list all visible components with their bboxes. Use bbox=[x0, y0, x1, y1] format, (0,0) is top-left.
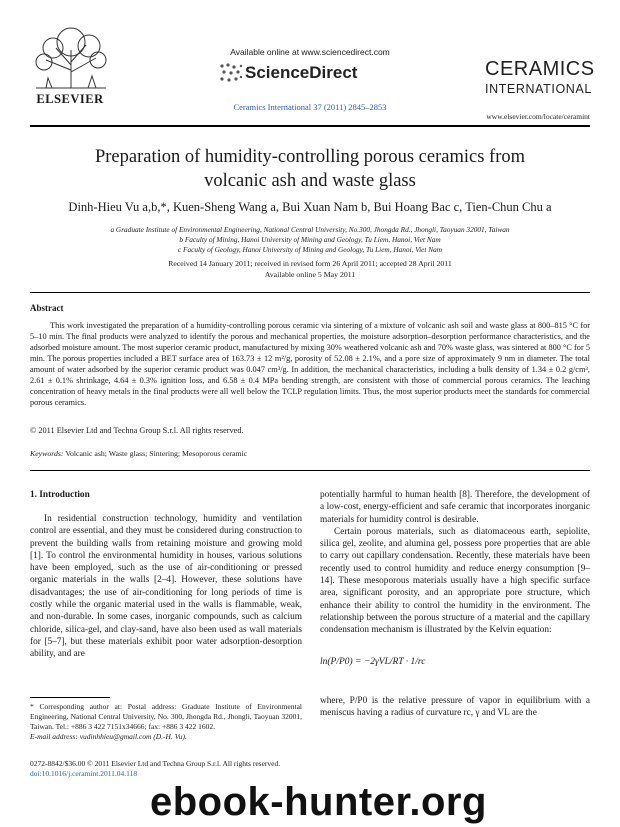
intro-paragraph-4: where, P/P0 is the relative pressure of vapor in equilibrium with a meniscus having a radius of curvature rc, γ and VL are the bbox=[320, 696, 590, 719]
journal-citation[interactable]: Ceramics International 37 (2011) 2845–2853 bbox=[233, 102, 387, 112]
issn-copyright: 0272-8842/$36.00 © 2011 Elsevier Ltd and Techna Group S.r.l. All rights reserved. bbox=[30, 759, 281, 768]
sciencedirect-dots-icon bbox=[218, 62, 244, 86]
abstract-copyright: © 2011 Elsevier Ltd and Techna Group S.r.l. All rights reserved. bbox=[30, 426, 244, 435]
journal-logo-line1: CERAMICS bbox=[485, 58, 595, 80]
intro-paragraph-2: potentially harmful to human health [8]. Therefore, the development of a low-cost, energy-efficient and safe ceramic that incorporates inorganic materials for humidity control is desirable. bbox=[320, 490, 590, 525]
footnote-rule bbox=[30, 697, 110, 698]
sciencedirect-logo: ScienceDirect bbox=[245, 63, 358, 82]
journal-url[interactable]: www.elsevier.com/locate/ceramint bbox=[486, 112, 590, 121]
keywords-label: Keywords: bbox=[30, 449, 64, 458]
affiliation-c: c Faculty of Geology, Hanoi University of Mining and Geology, Tu Liem, Hanoi, Viet Nam bbox=[177, 245, 443, 254]
author-list: Dinh-Hieu Vu a,b,*, Kuen-Sheng Wang a, Bui Xuan Nam b, Bui Hoang Bac c, Tien-Chun Chu a bbox=[68, 200, 552, 214]
footnote bbox=[30, 702, 302, 742]
kelvin-equation: ln(P/P0) = −2γVL/RT · 1/rc bbox=[320, 657, 426, 667]
left-column bbox=[30, 513, 302, 661]
intro-paragraph-1: In residential construction technology, humidity and ventilation control are essential, and they must be considered during construction to prevent the building walls from retaining moisture and growing mold [1]. To control the environmental humidity in houses, various solutions have been employed, such as the use of air-conditioning or pressed organic materials in the walls [2–4]. However, these solutions have disadvantages; the use of air-conditioning for long periods of time is costly while the organic material used in the walls is flammable, weak, and non-durable. In some cases, inorganic compounds, such as calcium chloride, silica-gel, and clay-sand, have also been used as wall materials for [5–7], but these materials exhibit poor water adsorption-desorption ability, and are bbox=[30, 514, 302, 660]
available-online-date: Available online 5 May 2011 bbox=[264, 270, 356, 279]
paper-title-line2: volcanic ash and waste glass bbox=[204, 171, 416, 191]
abstract-text: This work investigated the preparation of a humidity-controlling porous ceramic via sintering of a mixture of volcanic ash soil and waste glass at 800–815 °C for 5–10 min. The final products were analyzed to identify the porous and mechanical properties, the moisture adsorption–desorption performance characteristics, and the adsorbed moisture amount. The most superior ceramic product, manufactured by mixing 30% weathered volcanic ash and 70% waste glass, was sintered at 800 °C for 5 min. The porous properties included a BET surface area of 163.73 ± 12 m²/g, porosity of 52.08 ± 2.1%, and a pore size of approximately 9 nm in diameter. The total amount of water adsorbed by the superior ceramic product was 0.047 cm³/g. In addition, the mechanical characteristics, including a bulk density of 1.34 ± 0.2 g/cm³, 2.61 ± 0.1% shrinkage, 4.64 ± 0.3% ignition loss, and 6.58 ± 0.4 MPa bending strength, are consistent with those of commercial porous ceramics. The leaching concentration of heavy metals in the final products were all well below the TCLP regulation limits. Thus, the most superior products meet the standards for commercial porous ceramics. bbox=[30, 321, 590, 407]
available-online-text: Available online at www.sciencedirect.com bbox=[230, 47, 390, 57]
affiliation-a: a Graduate Institute of Environmental Engineering, National Central University, No.300, Jhongda Rd., Jhongli, Taoyuan 32001, Taiwan bbox=[110, 225, 510, 234]
paper-title-line1: Preparation of humidity-controlling porous ceramics from bbox=[94, 147, 526, 167]
doi-link[interactable]: doi:10.1016/j.ceramint.2011.04.118 bbox=[30, 769, 138, 778]
abstract-heading: Abstract bbox=[30, 303, 64, 313]
intro-paragraph-3: Certain porous materials, such as diatomaceous earth, sepiolite, silica gel, zeolite, and alumina gel, possess pore properties that are able to carry out capillary condensation. Recently, these materials have been recently used to control humidity and reduce energy consumption [9–14]. These mesoporous materials usually have a high specific surface area, significant porosity, and an appropriate pore structure, which enhance their ability to control the humidity in the environment. The relationship between the porous structure of a material and the capillary condensation mechanism is illustrated by the Kelvin equation: bbox=[320, 526, 590, 636]
abstract-bottom-divider bbox=[30, 470, 590, 471]
watermark: ebook-hunter.org bbox=[150, 780, 487, 824]
keywords bbox=[30, 449, 590, 458]
abstract-top-divider bbox=[30, 292, 590, 293]
section-heading-introduction: 1. Introduction bbox=[30, 490, 90, 500]
right-column bbox=[320, 489, 590, 637]
header-divider bbox=[30, 125, 590, 127]
paper-title bbox=[60, 145, 560, 193]
journal-logo-line2: INTERNATIONAL bbox=[485, 82, 592, 96]
publisher-name: ELSEVIER bbox=[36, 92, 104, 106]
corresponding-author-note: * Corresponding author at: Postal address: Graduate Institute of Environmental Engineering, National Central University, No. 300, Jhongda Rd., Jhongli, Taoyuan 32001, Taiwan. Tel.: +886 3 422 7151x34666; fax: +886 3 422 1602. bbox=[30, 702, 302, 731]
keywords-values: Volcanic ash; Waste glass; Sintering; Mesoporous ceramic bbox=[65, 449, 248, 458]
affiliation-b: b Faculty of Mining, Hanoi University of Mining and Geology, Tu Liem, Hanoi, Viet Nam bbox=[179, 235, 441, 244]
corresponding-email[interactable]: E-mail address: vudinhhieu@gmail.com (D.-H. Vu). bbox=[30, 732, 187, 741]
received-dates: Received 14 January 2011; received in revised form 26 April 2011; accepted 28 April 2011 bbox=[168, 259, 452, 268]
